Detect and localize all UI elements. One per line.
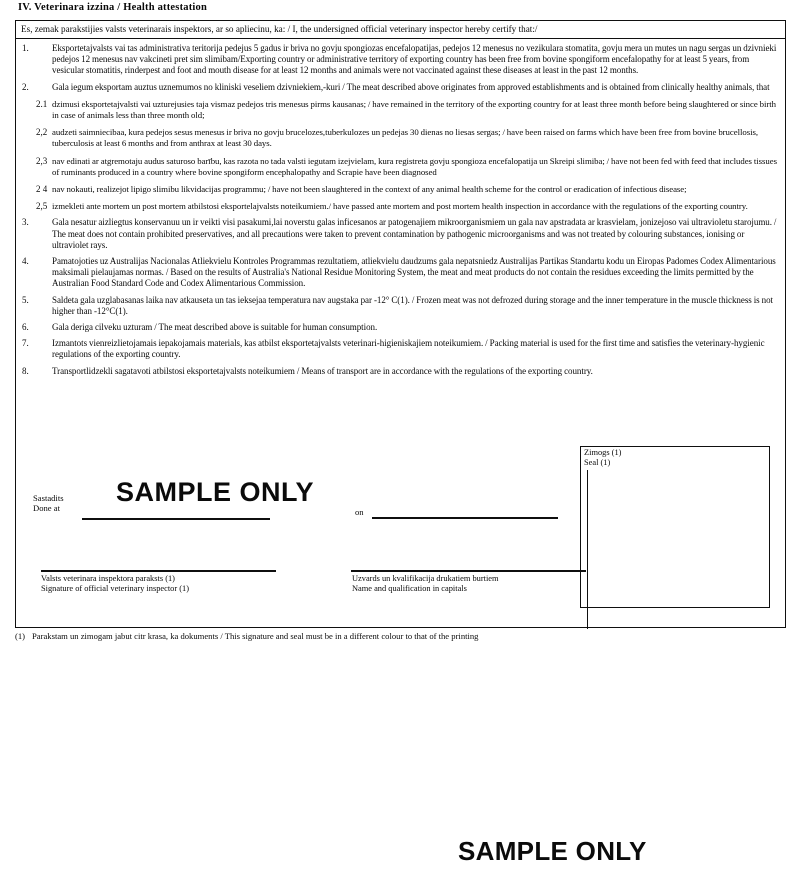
clause-number: 2,3 (36, 155, 48, 166)
name-qualification-caption-lv: Uzvards un kvalifikacija drukatiem burtiem (352, 574, 499, 583)
clause-item (22, 156, 777, 178)
clause-text: Gala deriga cilveku uzturam / The meat described above is suitable for human consumption. (52, 322, 378, 333)
clause-number: 1. (22, 43, 29, 53)
page-title: IV. Veterinara izzina / Health attestation (18, 2, 208, 13)
clause-number: 5. (22, 294, 29, 305)
inspector-signature-line[interactable] (41, 570, 276, 572)
on-label: on (355, 507, 364, 517)
clause-item (22, 256, 777, 290)
clause-list (16, 40, 785, 382)
clause-number: 8. (22, 365, 29, 376)
done-at-label (33, 493, 153, 513)
seal-label (584, 448, 621, 467)
attestation-intro: Es, zemak parakstijies valsts veterinarais inspektors, ar so apliecinu, ka: / I, the undersigned official veterinary inspector hereby certify that:/ (21, 24, 538, 34)
clause-item (22, 43, 777, 77)
clause-number: 2,5 (36, 201, 48, 212)
footnote-text: Parakstam un zimogam jabut citr krasa, ka dokuments / This signature and seal must be in a different colour to that of the printing (32, 631, 479, 641)
clause-number: 2,2 (36, 127, 48, 138)
clause-item (22, 338, 777, 360)
done-at-input-line[interactable] (82, 518, 270, 520)
clause-number: 3. (22, 217, 29, 228)
clause-item (22, 82, 777, 93)
clause-text: Saldeta gala uzglabasanas laika nav atkauseta un tas ieksejaa temperatura nav augstaka par -12° C(1). / Frozen meat was not defrozed during storage and the inner temperature in the muscle thickness is not higher than -12°C(1). (52, 294, 773, 316)
seal-label-lv: Zimogs (1) (584, 448, 622, 457)
clause-number: 4. (22, 256, 29, 267)
clause-number: 6. (22, 322, 29, 333)
clause-text: Gala nesatur aizliegtus konservanuu un ir veikti visi pasakumi,lai noverstu galas inficesanos ar patogenajiem mikroorganismiem un gala nav apstradata ar krasvielam, jonizejoso vai ultravioletu starojumu. / The meat does not contain prohibited preservatives, and all precautions were taken to prevent contamination by pathogenic microorganisms and was not treated by colouring substances, ionising or ultraviolet rays. (52, 217, 777, 250)
seal-box[interactable] (580, 446, 770, 608)
footnote (15, 631, 478, 641)
clause-text: Eksportetajvalsts vai tas administrativa teritorija pedejus 5 gadus ir briva no govju spongiozas encefalopatijas, pedejos 12 menesus no vezikulara stomatita, govju mera un mutes un nagu sergas un dzivnieki pedejos 12 menesus nav vakcineti pret sim slimibam/Exporting country or administrative territory of exporting country has been free from bovine spongiform encefalopathy for at least 5 years, from vesicular stomatitis, rinderpest and foot and mouth disease for at least 12 months and animals were not vaccinated against these diseases at least in the past 12 months. (52, 43, 777, 76)
sample-only-watermark-top: SAMPLE ONLY (116, 477, 315, 507)
clause-text: dzimusi eksportetajvalsti vai uzturejusies taja vismaz pedejos tris menesus pirms kausanas; / have remained in the territory of the exporting country for at least three month before being slaughtered or since birth in case of animals less than three month old; (52, 98, 777, 121)
clause-text: audzeti saimniecibaa, kura pedejos sesus menesus ir briva no govju brucelozes,tuberkulozes un pedejas 30 dienas no liesas sergas; / have been raised on farms which have been free from bovine brucellosis, tuberculosis at least 6 months and from anthrax at least 30 days. (52, 127, 759, 149)
done-at-label-en: Done at (33, 503, 60, 513)
clause-item (22, 184, 777, 195)
clause-item (22, 295, 777, 317)
clause-text: Izmantots vienreizlietojamais iepakojamais materials, kas atbilst eksportetajvalsts veterinari-higieniskajiem noteikumiem. / Packing material is used for the first time and satisfies the veterinary-hygienic regulations of the exporting country. (52, 338, 765, 360)
clause-item (22, 366, 777, 377)
clause-item (22, 217, 777, 251)
clause-item (22, 201, 777, 212)
clause-text: izmekleti ante mortem un post mortem atbilstosi eksportelajvalsts noteikumiem./ have passed ante mortem and post mortem health inspection in accordance with the regulations of the exporting country. (52, 201, 748, 212)
clause-item (22, 99, 777, 121)
footnote-marker: (1) (15, 631, 26, 641)
clause-number: 2.1 (36, 98, 48, 109)
clause-text: nav nokauti, realizejot lipigo slimibu likvidacijas programmu; / have not been slaughtered in the context of any animal health scheme for the control or eradication of infectious disease; (52, 184, 687, 195)
clause-item (22, 322, 777, 333)
inspector-signature-caption-lv: Valsts veterinara inspektora paraksts (1) (41, 574, 175, 583)
clause-text: Transportlidzekli sagatavoti atbilstosi eksportetajvalsts noteikumiem / Means of transport are in accordance with the regulations of the exporting country. (52, 365, 593, 376)
done-at-label-lv: Sastadits (33, 493, 64, 503)
clause-number: 7. (22, 338, 29, 349)
clause-text: Gala iegum eksportam auztus uznemumos no kliniski veseliem dzivniekiem,-kuri / The meat described above originates from approved establishments and is obtained from clinically healthy animals, that (52, 81, 770, 92)
clause-item (22, 127, 777, 149)
name-qualification-caption (352, 574, 499, 594)
inspector-signature-caption (41, 574, 189, 594)
seal-label-en: Seal (1) (584, 457, 611, 467)
clause-text: Pamatojoties uz Australijas Nacionalas Atliekvielu Kontroles Programmas rezultatiem, atliekvielu daudzums gala nepatsniedz Australijas Partikas Standartu kodu un Eiropas Padomes Codex Alimentarious maksimali pielaujamas normas. / Based on the results of Australia's National Residue Monitoring System, the meat and meat products do not contain the residues exceeding the limits permitted by the Australian Food Standard Code and Codex Alimentarious Commission. (52, 256, 776, 289)
name-qualification-line[interactable] (351, 570, 586, 572)
date-input-line[interactable] (372, 517, 558, 519)
name-qualification-caption-en: Name and qualification in capitals (352, 583, 467, 593)
clause-number: 2. (22, 81, 29, 92)
clause-number: 2 4 (36, 184, 48, 195)
inspector-signature-caption-en: Signature of official veterinary inspector (1) (41, 583, 189, 593)
sample-only-watermark-bottom: SAMPLE ONLY (458, 836, 647, 866)
clause-text: nav edinati ar atgremotaju audus saturoso barību, kas razota no tada valsti iegutam izejvielam, kura registreta govju spongioza encefalopatija un Skreipi slimiba; / have not been fed with feed that includes tissues of ruminants produced in a country where bovine spongiform encephalopathy and Scrapie have been diagnosed (52, 155, 777, 177)
